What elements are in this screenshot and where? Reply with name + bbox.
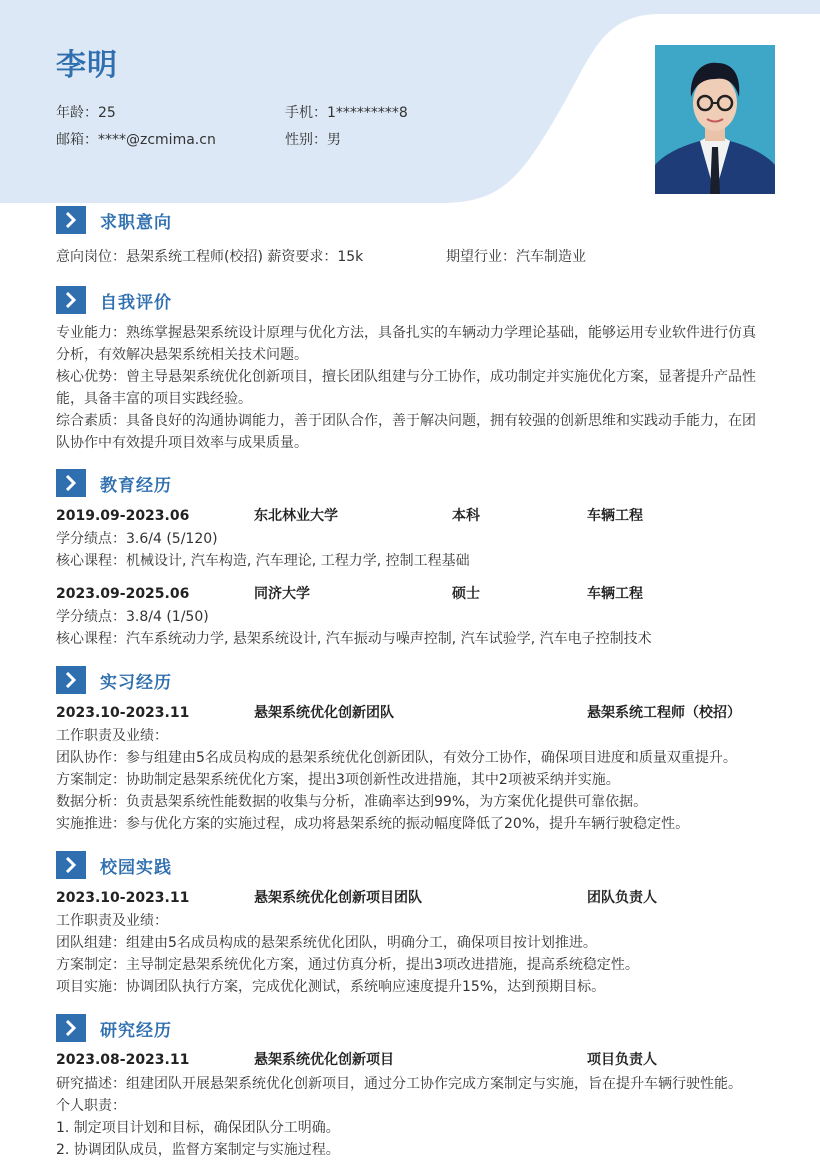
chevron-right-icon [56, 206, 86, 234]
section-header-internship: 实习经历 [56, 666, 172, 694]
education-gpa: 学分绩点：3.6/4 (5/120) [56, 531, 218, 547]
chevron-right-icon [56, 1014, 86, 1042]
section-header-self-eval: 自我评价 [56, 286, 172, 314]
profile-photo [655, 45, 775, 194]
education-gpa: 学分绩点：3.8/4 (1/50) [56, 609, 209, 625]
internship-row: 2023.10-2023.11 悬架系统优化创新团队 悬架系统工程师（校招） [56, 705, 741, 721]
education-courses: 核心课程：机械设计, 汽车构造, 汽车理论, 工程力学, 控制工程基础 [56, 553, 470, 569]
research-row: 2023.08-2023.11 悬架系统优化创新项目 项目负责人 [56, 1052, 657, 1068]
section-header-education: 教育经历 [56, 469, 172, 497]
self-eval-paragraph: 专业能力：熟练掌握悬架系统设计原理与优化方法，具备扎实的车辆动力学理论基础，能够运用专业软件进行仿真分析，有效解决悬架系统相关技术问题。 核心优势：曾主导悬架系统优化创新项目，擅长团队组建与分工协作，成功制定并实施优化方案，显著提升产品性能，具备丰富的项目实践经验。 综合素质：具备良好的沟通协调能力，善于团队合作，善于解决问题，拥有较强的创新思维和实践动手能力，在团队协作中有效提升项目效率与成果质量。 [56, 325, 756, 451]
section-header-campus: 校园实践 [56, 851, 172, 879]
education-row: 2023.09-2025.06 同济大学 硕士 车辆工程 [56, 586, 643, 602]
chevron-right-icon [56, 666, 86, 694]
education-courses: 核心课程：汽车系统动力学, 悬架系统设计, 汽车振动与噪声控制, 汽车试验学, 汽车电子控制技术 [56, 631, 652, 647]
section-header-intent: 求职意向 [56, 206, 172, 234]
gender-field: 性别：男 [285, 132, 341, 148]
intent-industry: 期望行业：汽车制造业 [446, 249, 586, 265]
section-header-research: 研究经历 [56, 1014, 172, 1042]
chevron-right-icon [56, 286, 86, 314]
chevron-right-icon [56, 851, 86, 879]
phone-field: 手机：1*********8 [285, 105, 408, 121]
age-field: 年龄：25 [56, 105, 116, 121]
research-details: 研究描述：组建团队开展悬架系统优化创新项目，通过分工协作完成方案制定与实施，旨在提升车辆行驶性能。 个人职责： 1. 制定项目计划和目标，确保团队分工明确。 2. 协调团队成员，监督方案制定与实施过程。 [56, 1076, 742, 1158]
internship-details: 工作职责及业绩： 团队协作：参与组建由5名成员构成的悬架系统优化创新团队，有效分工协作，确保项目进度和质量双重提升。 方案制定：协助制定悬架系统优化方案，提出3项创新性改进措施，其中2项被采纳并实施。 数据分析：负责悬架系统性能数据的收集与分析，准确率达到99%，为方案优化提供可靠依据。 实施推进：参与优化方案的实施过程，成功将悬架系统的振动幅度降低了20%，提升车辆行驶稳定性。 [56, 728, 737, 832]
campus-details: 工作职责及业绩： 团队组建：组建由5名成员构成的悬架系统优化团队，明确分工，确保项目按计划推进。 方案制定：主导制定悬架系统优化方案，通过仿真分析，提出3项改进措施，提高系统稳定性。 项目实施：协调团队执行方案，完成优化测试，系统响应速度提升15%，达到预期目标。 [56, 913, 639, 995]
candidate-name: 李明 [56, 48, 118, 83]
email-field: 邮箱：****@zcmima.cn [56, 132, 216, 148]
chevron-right-icon [56, 469, 86, 497]
intent-position: 意向岗位：悬架系统工程师(校招) 薪资要求：15k [56, 249, 364, 265]
education-row: 2019.09-2023.06 东北林业大学 本科 车辆工程 [56, 508, 643, 524]
campus-row: 2023.10-2023.11 悬架系统优化创新项目团队 团队负责人 [56, 890, 657, 906]
